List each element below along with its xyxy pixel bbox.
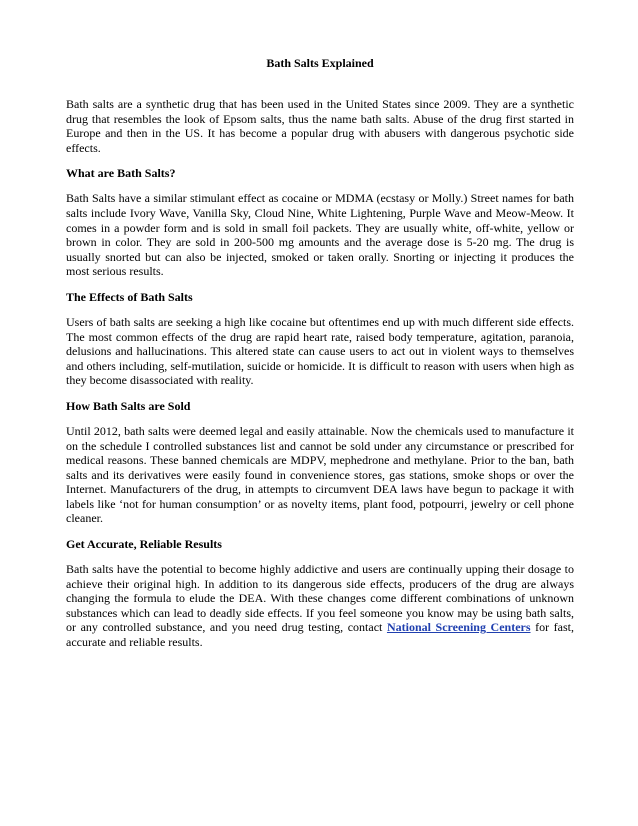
section-heading-how-sold: How Bath Salts are Sold [66, 398, 191, 413]
section-body-results [66, 562, 574, 650]
section-heading-effects: The Effects of Bath Salts [66, 289, 193, 304]
section-heading-what-are-bath-salts: What are Bath Salts? [66, 166, 176, 181]
results-text-after-link: for fast, accurate and reliable results. [66, 620, 574, 650]
results-text-before-link: Bath salts have the potential to become highly addictive and users are continually upping their dosage to achieve their original high. In addition to its dangerous side effects, producers of the drug are always changing the formula to elude the DEA. With these changes come different combinations of unknown substances which can lead to deadly side effects. If you feel someone you know may be using bath salts, or any controlled substance, and you need drug testing, contact [66, 562, 574, 635]
section-body-how-sold: Until 2012, bath salts were deemed legal and easily attainable. Now the chemicals used to manufacture it on the schedule I controlled substances list and cannot be sold under any circumstance or prescribed for medical reasons. These banned chemicals are MDPV, mephedrone and methylane. Prior to the ban, bath salts and its derivatives were easily found in convenience stores, gas stations, smoke shops or over the Internet. Manufacturers of the drug, in attempts to circumvent DEA laws have begun to package it with labels like ‘not for human consumption’ or as novelty items, plant food, potpourri, jewelry or cell phone cleaner. [66, 423, 574, 526]
intro-paragraph: Bath salts are a synthetic drug that has been used in the United States since 2009. They are a synthetic drug that resembles the look of Epsom salts, thus the name bath salts. Abuse of the drug first started in Europe and then in the US. It has become a popular drug with abusers with dangerous psychotic side effects. [66, 97, 574, 155]
national-screening-centers-link[interactable]: National Screening Centers [386, 620, 531, 635]
section-body-effects: Users of bath salts are seeking a high like cocaine but oftentimes end up with much different side effects. The most common effects of the drug are rapid heart rate, raised body temperature, agitation, paranoia, delusions and hallucinations. This altered state can cause users to act out in violent ways to themselves and others including, self-mutilation, suicide or homicide. It is difficult to reason with users when high as they become disassociated with reality. [66, 314, 574, 388]
section-heading-results: Get Accurate, Reliable Results [66, 537, 222, 552]
document-title: Bath Salts Explained [266, 56, 374, 70]
document-page [66, 56, 574, 661]
section-body-what-are-bath-salts: Bath Salts have a similar stimulant effect as cocaine or MDMA (ecstasy or Molly.) Street names for bath salts include Ivory Wave, Vanilla Sky, Cloud Nine, White Lightening, Purple Wave and Meow-Meow. It comes in a powder form and is sold in small foil packets. They are usually white, off-white, yellow or brown in color. They are sold in 200-500 mg amounts and the average dose is 5-20 mg. The drug is usually snorted but can also be injected, smoked or taken orally. Snorting or injecting it produces the most serious results. [66, 191, 574, 279]
